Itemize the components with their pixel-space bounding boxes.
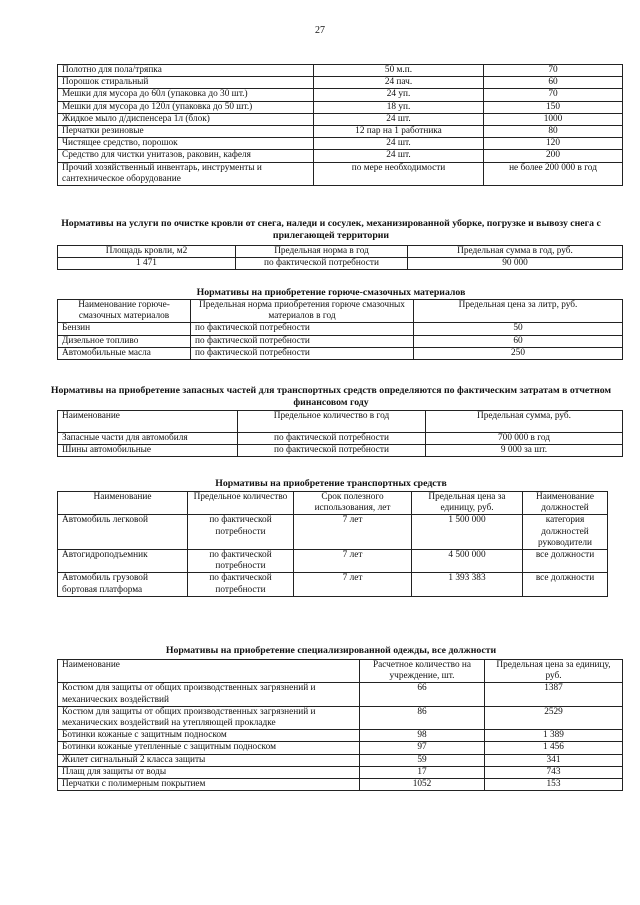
roof-norm: по фактической потребности: [236, 258, 408, 270]
clothing-name: Плащ для защиты от воды: [58, 766, 360, 778]
vehicle-positions: категория должностей руководители: [523, 515, 608, 550]
spare-name: Шины автомобильные: [58, 445, 238, 457]
clothing-price: 1 456: [485, 742, 623, 754]
item-name: Мешки для мусора до 60л (упаковка до 30 шт.): [58, 89, 314, 101]
item-norm: 24 шт.: [314, 150, 484, 162]
vehicle-qty: по фактической потребности: [188, 573, 294, 596]
table-row: [58, 433, 623, 445]
spares-table: [57, 410, 623, 457]
clothing-qty: 66: [360, 683, 485, 706]
item-name: Прочий хозяйственный инвентарь, инструменты и сантехническое оборудование: [58, 162, 314, 185]
column-header: Наименование: [58, 660, 360, 683]
table-row: [58, 65, 623, 77]
table-row: [58, 779, 623, 791]
table-header-row: [58, 246, 623, 258]
clothing-name: Костюм для защиты от общих производственных загрязнений и механических воздействий на утепляющей прокладке: [58, 706, 360, 729]
spare-qty: по фактической потребности: [238, 445, 426, 457]
item-price: 200: [484, 150, 623, 162]
clothing-price: 1 389: [485, 730, 623, 742]
column-header: Наименование должностей: [523, 492, 608, 515]
column-header: Наименование горюче-смазочных материалов: [58, 300, 191, 323]
table-row: [58, 742, 623, 754]
clothing-price: 153: [485, 779, 623, 791]
item-name: Чистящее средство, порошок: [58, 138, 314, 150]
table-row: [58, 113, 623, 125]
item-norm: 24 пач.: [314, 77, 484, 89]
clothing-table: [57, 659, 623, 791]
vehicle-price: 4 500 000: [412, 550, 523, 573]
fuel-name: Автомобильные масла: [58, 347, 191, 359]
table-row: [58, 347, 623, 359]
vehicle-qty: по фактической потребности: [188, 515, 294, 550]
table-row: [58, 323, 623, 335]
fuel-table: [57, 299, 623, 360]
item-norm: 24 шт.: [314, 138, 484, 150]
vehicles-table: [57, 491, 608, 597]
clothing-name: Ботинки кожаные с защитным подноском: [58, 730, 360, 742]
spare-sum: 9 000 за шт.: [426, 445, 623, 457]
vehicles-title: Нормативы на приобретение транспортных средств: [215, 478, 447, 489]
column-header: Наименование: [58, 411, 238, 433]
fuel-title: Нормативы на приобретение горюче-смазочных материалов: [196, 287, 466, 298]
vehicle-qty: по фактической потребности: [188, 550, 294, 573]
column-header: Предельная цена за единицу, руб.: [485, 660, 623, 683]
column-header: Площадь кровли, м2: [58, 246, 236, 258]
fuel-price: 250: [414, 347, 623, 359]
clothing-qty: 98: [360, 730, 485, 742]
item-price: 70: [484, 65, 623, 77]
column-header: Предельная норма в год: [236, 246, 408, 258]
table-row: [58, 335, 623, 347]
table-row: [58, 77, 623, 89]
fuel-norm: по фактической потребности: [191, 347, 414, 359]
roof-title: Нормативы на услуги по очистке кровли от снега, наледи и сосулек, механизированной уборке, погрузке и вывозу снега с прилегающей территории: [61, 218, 601, 241]
clothing-price: 1387: [485, 683, 623, 706]
table-row: [58, 162, 623, 185]
table-header-row: [58, 300, 623, 323]
fuel-price: 50: [414, 323, 623, 335]
vehicle-life: 7 лет: [294, 550, 412, 573]
item-name: Жидкое мыло д/диспенсера 1л (блок): [58, 113, 314, 125]
column-header: Наименование: [58, 492, 188, 515]
column-header: Предельное количество: [188, 492, 294, 515]
clothing-qty: 97: [360, 742, 485, 754]
vehicle-positions: все должности: [523, 550, 608, 573]
consumables-table: [57, 64, 623, 186]
table-row: [58, 258, 623, 270]
item-price: 70: [484, 89, 623, 101]
clothing-name: Ботинки кожаные утепленные с защитным подноском: [58, 742, 360, 754]
column-header: Предельная цена за единицу, руб.: [412, 492, 523, 515]
item-price: 80: [484, 126, 623, 138]
clothing-name: Жилет сигнальный 2 класса защиты: [58, 754, 360, 766]
column-header: Предельное количество в год: [238, 411, 426, 433]
item-price: не более 200 000 в год: [484, 162, 623, 185]
fuel-norm: по фактической потребности: [191, 323, 414, 335]
column-header: Срок полезного использования, лет: [294, 492, 412, 515]
table-row: [58, 730, 623, 742]
fuel-name: Дизельное топливо: [58, 335, 191, 347]
item-name: Порошок стиральный: [58, 77, 314, 89]
clothing-title: Нормативы на приобретение специализированной одежды, все должности: [165, 645, 497, 656]
fuel-price: 60: [414, 335, 623, 347]
column-header: Предельная сумма в год, руб.: [408, 246, 623, 258]
item-norm: 50 м.п.: [314, 65, 484, 77]
item-price: 60: [484, 77, 623, 89]
table-row: [58, 683, 623, 706]
item-price: 120: [484, 138, 623, 150]
table-row: [58, 150, 623, 162]
clothing-qty: 1052: [360, 779, 485, 791]
clothing-name: Костюм для защиты от общих производственных загрязнений и механических воздействий: [58, 683, 360, 706]
table-row: [58, 138, 623, 150]
item-price: 150: [484, 101, 623, 113]
item-price: 1000: [484, 113, 623, 125]
column-header: Расчетное количество на учреждение, шт.: [360, 660, 485, 683]
vehicle-name: Автомобиль легковой: [58, 515, 188, 550]
item-name: Перчатки резиновые: [58, 126, 314, 138]
clothing-qty: 59: [360, 754, 485, 766]
clothing-qty: 86: [360, 706, 485, 729]
vehicle-price: 1 393 383: [412, 573, 523, 596]
roof-table: [57, 245, 623, 270]
table-row: [58, 706, 623, 729]
vehicle-price: 1 500 000: [412, 515, 523, 550]
roof-sum: 90 000: [408, 258, 623, 270]
table-row: [58, 754, 623, 766]
clothing-price: 743: [485, 766, 623, 778]
vehicle-life: 7 лет: [294, 515, 412, 550]
column-header: Предельная норма приобретения горюче смазочных материалов в год: [191, 300, 414, 323]
spare-sum: 700 000 в год: [426, 433, 623, 445]
clothing-price: 2529: [485, 706, 623, 729]
item-norm: 18 уп.: [314, 101, 484, 113]
spare-name: Запасные части для автомобиля: [58, 433, 238, 445]
item-norm: 12 пар на 1 работника: [314, 126, 484, 138]
clothing-price: 341: [485, 754, 623, 766]
table-row: [58, 101, 623, 113]
item-norm: 24 уп.: [314, 89, 484, 101]
column-header: Предельная сумма, руб.: [426, 411, 623, 433]
column-header: Предельная цена за литр, руб.: [414, 300, 623, 323]
roof-area: 1 471: [58, 258, 236, 270]
page-number: 27: [315, 25, 325, 36]
vehicle-name: Автогидроподъемник: [58, 550, 188, 573]
table-row: [58, 126, 623, 138]
table-row: [58, 573, 608, 596]
vehicle-name: Автомобиль грузовой бортовая платформа: [58, 573, 188, 596]
clothing-qty: 17: [360, 766, 485, 778]
table-header-row: [58, 492, 608, 515]
table-header-row: [58, 660, 623, 683]
spare-qty: по фактической потребности: [238, 433, 426, 445]
clothing-name: Перчатки с полимерным покрытием: [58, 779, 360, 791]
spares-title: Нормативы на приобретение запасных частей для транспортных средств определяются по фактическим затратам в отчетном финансовом году: [50, 385, 612, 408]
vehicle-positions: все должности: [523, 573, 608, 596]
item-name: Полотно для пола/тряпка: [58, 65, 314, 77]
item-name: Мешки для мусора до 120л (упаковка до 50 шт.): [58, 101, 314, 113]
table-header-row: [58, 411, 623, 433]
table-row: [58, 515, 608, 550]
fuel-name: Бензин: [58, 323, 191, 335]
table-row: [58, 445, 623, 457]
vehicle-life: 7 лет: [294, 573, 412, 596]
table-row: [58, 766, 623, 778]
item-norm: 24 шт.: [314, 113, 484, 125]
fuel-norm: по фактической потребности: [191, 335, 414, 347]
item-name: Средство для чистки унитазов, раковин, кафеля: [58, 150, 314, 162]
table-row: [58, 550, 608, 573]
table-row: [58, 89, 623, 101]
item-norm: по мере необходимости: [314, 162, 484, 185]
